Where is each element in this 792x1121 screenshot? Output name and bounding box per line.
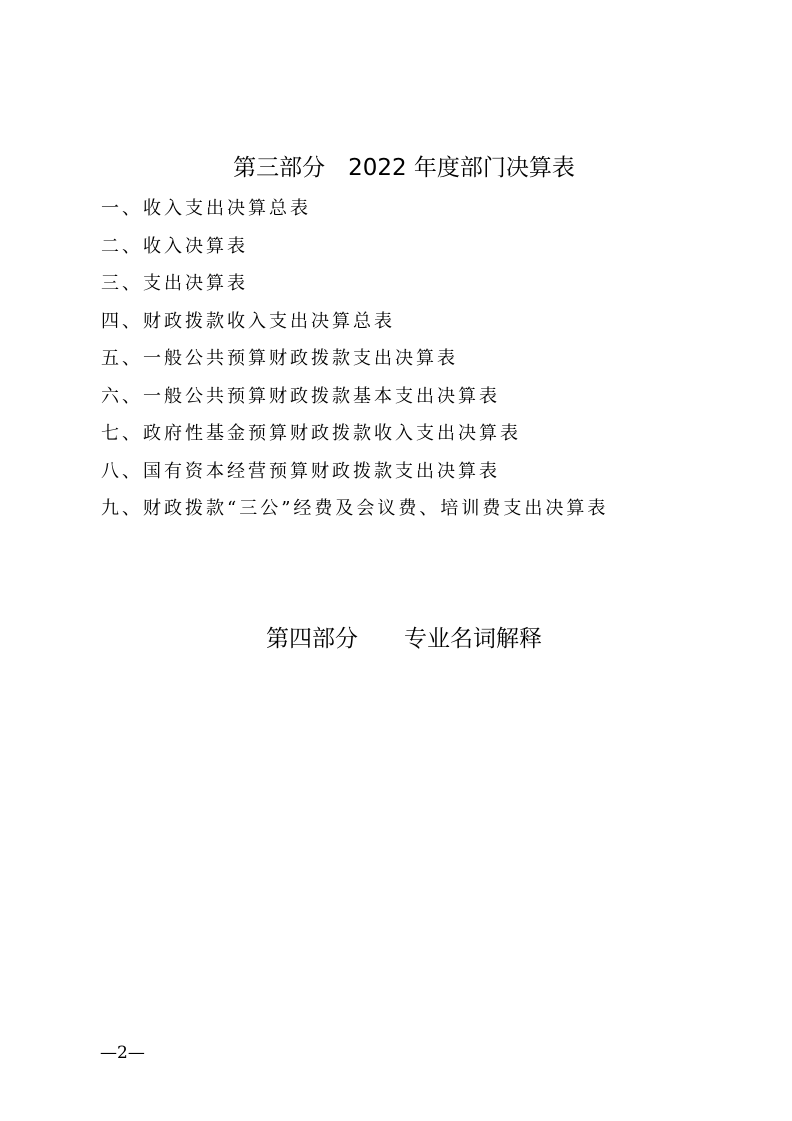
list-item: 三、支出决算表 [101,273,248,294]
page-number: —2— [100,1043,145,1063]
part3-table-list [101,195,608,533]
list-item: 九、财政拨款“三公”经费及会议费、培训费支出决算表 [101,498,609,519]
list-item: 四、财政拨款收入支出决算总表 [101,310,395,332]
part3-title: 第三部分 2022 年度部门决算表 [233,155,575,181]
list-item: 八、国有资本经营预算财政拨款支出决算表 [101,460,500,482]
list-item: 五、一般公共预算财政拨款支出决算表 [101,348,458,369]
list-item: 六、一般公共预算财政拨款基本支出决算表 [101,385,500,407]
part4-title: 第四部分 专业名词解释 [266,626,542,652]
list-item: 一、收入支出决算总表 [101,198,311,219]
list-item: 七、政府性基金预算财政拨款收入支出决算表 [101,423,521,444]
list-item: 二、收入决算表 [101,235,248,257]
